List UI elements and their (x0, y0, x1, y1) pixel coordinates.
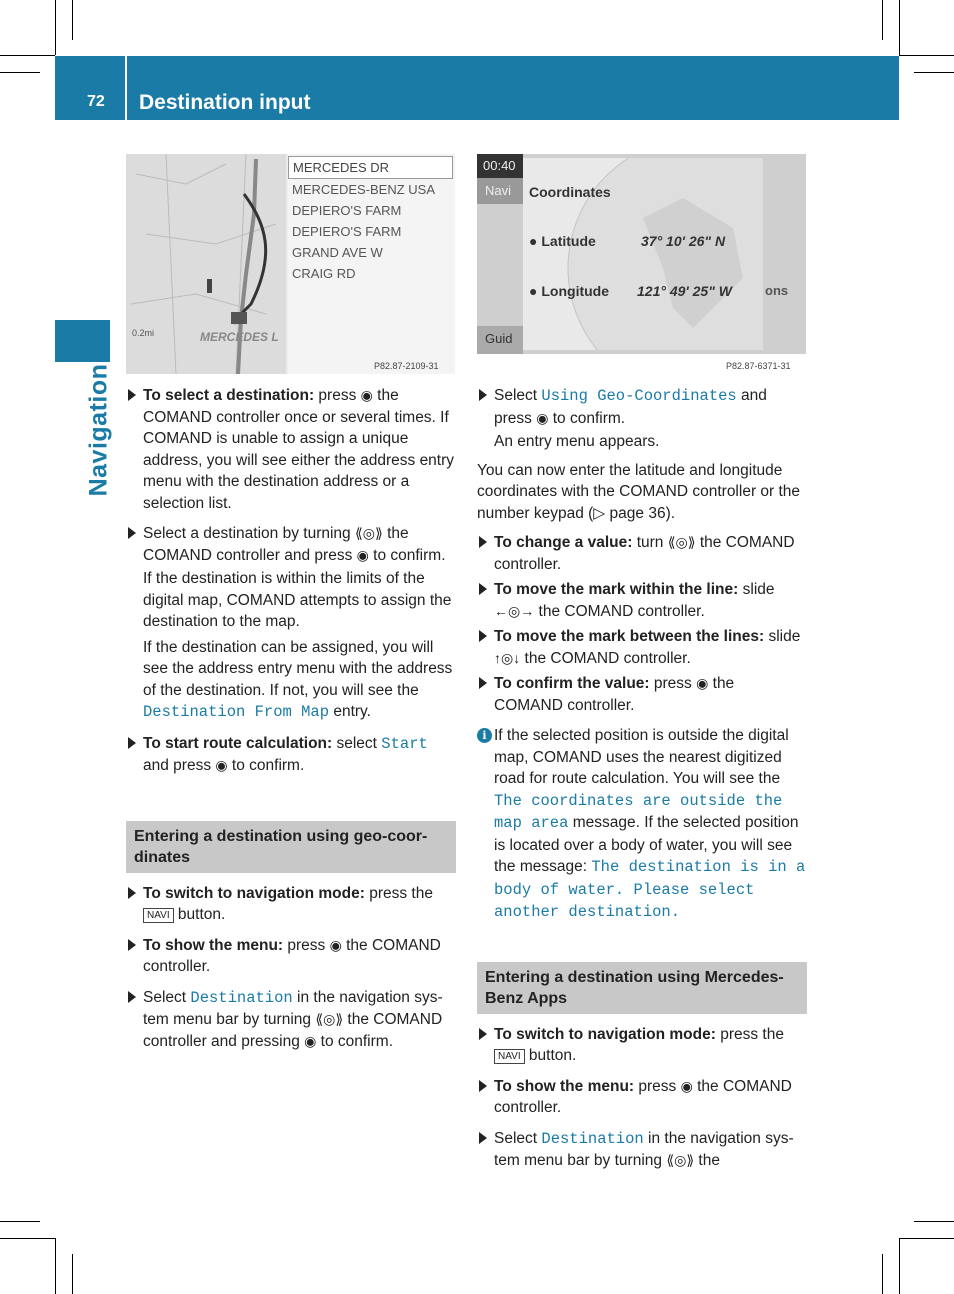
navi-tab[interactable]: Navi (477, 178, 523, 204)
text: to confirm. (548, 409, 626, 427)
bullet-arrow-icon (479, 1132, 487, 1144)
text: the COMAND controller. (494, 1077, 792, 1116)
bullet-arrow-icon (128, 991, 136, 1003)
figure-caption: P82.87-6371-31 (726, 361, 791, 371)
text: the (694, 1152, 720, 1169)
coordinates-panel (523, 158, 763, 350)
instruction-label: To show the menu: (143, 936, 284, 954)
slide-up-down-icon: ↑◎↓ (494, 649, 521, 666)
crop-mark (899, 0, 900, 55)
crop-mark (882, 1254, 883, 1294)
list-item-selected[interactable]: MERCEDES DR (288, 156, 453, 179)
subsection-heading: Entering a destination using Mercedes-Benz Apps (477, 962, 807, 1014)
text: slide (764, 628, 801, 645)
instruction-label: To confirm the value: (494, 675, 650, 692)
instruction-change-value (477, 532, 807, 575)
text: Select (494, 387, 542, 404)
instruction-select-destination (126, 385, 456, 514)
navi-button-icon: NAVI (143, 908, 174, 923)
slide-left-right-icon: ←◎→ (494, 602, 535, 619)
text: the COMAND controller and pressing (143, 1011, 443, 1050)
crop-mark (914, 1221, 954, 1222)
press-controller-icon: ◉ (680, 1077, 693, 1094)
page-header (55, 56, 899, 120)
text: Select (143, 988, 191, 1006)
status-bar: 00:40 (477, 154, 523, 178)
text: the COMAND controller. (534, 602, 705, 620)
instruction-turn-select (126, 523, 456, 566)
press-controller-icon: ◉ (536, 409, 549, 426)
bullet-arrow-icon (479, 536, 487, 548)
press-controller-icon: ◉ (304, 1032, 317, 1049)
instruction-label: To move the mark between the lines: (494, 628, 765, 645)
right-column (477, 385, 807, 1181)
instruction-select-destination-menu (477, 1128, 807, 1172)
text: button. (524, 1047, 577, 1064)
menu-entry-using-geo-coordinates: Using Geo-Coordinates (541, 387, 737, 405)
crop-mark (882, 0, 883, 40)
list-item[interactable]: DEPIERO'S FARM (292, 203, 402, 218)
instruction-label: To select a destination: (143, 387, 315, 404)
bullet-arrow-icon (128, 939, 136, 951)
text: the COMAND controller. (494, 675, 735, 714)
text: press (634, 1077, 681, 1095)
crop-mark (72, 1254, 73, 1294)
destination-list (288, 154, 455, 374)
bullet-arrow-icon (479, 1028, 487, 1040)
section-title: Destination input (139, 91, 311, 114)
menu-entry-destination: Destination (190, 988, 293, 1007)
text: press (283, 936, 330, 954)
press-controller-icon: ◉ (696, 675, 709, 691)
page-number: 72 (87, 93, 105, 110)
coordinates-screenshot (477, 154, 806, 354)
text: Select a destination by turning (143, 525, 355, 542)
text: in the navigation system menu bar by turning (143, 988, 443, 1028)
guide-tab[interactable]: Guid (477, 326, 523, 354)
text: and press (143, 757, 216, 774)
turn-controller-icon: ⟪◎⟫ (354, 525, 383, 541)
instruction-show-menu (126, 935, 456, 978)
side-text: ons (765, 283, 789, 298)
bullet-arrow-icon (128, 737, 136, 749)
text: to confirm. (368, 546, 446, 564)
text: If the selected position is outside the digital map, COMAND uses the nearest digitized road for route calculation. You will see the (494, 727, 789, 787)
text: entry. (329, 703, 371, 720)
text: the COMAND controller. (143, 936, 441, 975)
header-divider (125, 56, 127, 120)
text: in the navigation system menu bar by turning (494, 1129, 794, 1169)
body-paragraph: You can now enter the latitude and longitude coordinates with the COMAND controller or the number keypad (▷ page 36). (477, 461, 801, 522)
list-item[interactable]: GRAND AVE W (292, 245, 383, 260)
map-scale: 0.2mi (132, 328, 155, 338)
text: Select (494, 1129, 542, 1147)
crop-mark (899, 1238, 954, 1239)
coordinates-title: Coordinates (529, 184, 611, 200)
instruction-move-between-lines (477, 626, 807, 669)
bullet-arrow-icon (479, 583, 487, 595)
bullet-arrow-icon (479, 1080, 487, 1092)
longitude-label-text: Longitude (541, 283, 610, 299)
press-controller-icon: ◉ (360, 387, 373, 403)
longitude-label: ● Longitude (529, 283, 610, 299)
crop-mark (899, 1238, 900, 1294)
instruction-label: To show the menu: (494, 1077, 635, 1095)
instruction-label: To switch to navigation mode: (143, 884, 365, 902)
instruction-label: To move the mark within the line: (494, 581, 739, 598)
text: the COMAND controller once or several times. If COMAND is unable to assign a unique address, you will see either the address entry menu with the destination address or a selection list. (143, 387, 455, 512)
instruction-select-destination-menu (126, 987, 456, 1053)
latitude-label: ● Latitude (529, 233, 596, 249)
bullet-arrow-icon (128, 389, 136, 401)
press-controller-icon: ◉ (329, 936, 342, 953)
crop-mark (72, 0, 73, 40)
press-controller-icon: ◉ (215, 757, 228, 773)
text: press the (364, 884, 433, 902)
note-paragraph: If the destination is within the limits of the digital map, COMAND attempts to assign the destination to the map. (143, 570, 452, 630)
subsection-heading: Entering a destination using geo-coordinates (126, 821, 456, 873)
text: press (314, 387, 361, 404)
longitude-value[interactable]: 121° 49' 25" W (637, 283, 732, 299)
text: slide (738, 581, 775, 598)
turn-controller-icon: ⟪◎⟫ (315, 1011, 344, 1027)
bullet-arrow-icon (479, 630, 487, 642)
list-item[interactable]: MERCEDES-BENZ USA (292, 182, 436, 197)
info-note (477, 725, 807, 924)
instruction-select-geo-coordinates (477, 385, 807, 429)
text: button. (173, 906, 226, 923)
text: to confirm. (316, 1032, 394, 1050)
text: the COMAND controller and press (143, 525, 409, 564)
figure-caption: P82.87-2109-31 (374, 361, 439, 371)
text: the COMAND controller. (494, 534, 795, 573)
message-body-of-water: The destination is in a body of water. Please select another destination. (494, 858, 806, 921)
map-street-label: MERCEDES L (200, 330, 279, 344)
bullet-arrow-icon (479, 677, 487, 689)
latitude-label-text: Latitude (541, 233, 596, 249)
turn-controller-icon: ⟪◎⟫ (666, 1152, 695, 1168)
crop-mark (0, 1221, 40, 1222)
turn-controller-icon: ⟪◎⟫ (667, 534, 696, 550)
instruction-label: To start route calculation: (143, 734, 333, 752)
instruction-label: To change a value: (494, 534, 633, 551)
text: press the (715, 1025, 784, 1043)
menu-entry-destination-from-map: Destination From Map (143, 703, 330, 721)
text: turn (632, 534, 668, 551)
crop-mark (914, 72, 954, 73)
text: If the destination can be assigned, you will see the address entry menu with the address of the destination. If not, you will see the (143, 638, 453, 699)
text: press (649, 675, 697, 692)
message-outside-map-area: The coordinates are outside the map area (494, 791, 783, 832)
crop-mark (55, 0, 56, 55)
side-section-label: Navigation (84, 363, 113, 497)
info-icon: i (477, 728, 492, 743)
instruction-confirm-value (477, 673, 807, 716)
press-controller-icon: ◉ (356, 546, 369, 563)
text: select (332, 734, 382, 752)
crop-mark (899, 55, 954, 56)
crop-mark (0, 55, 55, 56)
note-paragraph: An entry menu appears. (494, 433, 660, 450)
side-tab (55, 320, 110, 362)
crop-mark (55, 1238, 56, 1294)
instruction-show-menu (477, 1076, 807, 1119)
instruction-move-within-line (477, 579, 807, 622)
bullet-arrow-icon (128, 887, 136, 899)
menu-entry-destination: Destination (541, 1129, 644, 1148)
latitude-value[interactable]: 37° 10' 26" N (641, 233, 726, 249)
instruction-switch-nav-mode (477, 1024, 807, 1067)
instruction-label: To switch to navigation mode: (494, 1025, 716, 1043)
map-screenshot (126, 154, 455, 374)
crop-mark (0, 1238, 55, 1239)
bullet-arrow-icon (479, 389, 487, 401)
note-paragraph (126, 637, 456, 724)
list-item[interactable]: DEPIERO'S FARM (292, 224, 402, 239)
text: to confirm. (227, 757, 305, 774)
crop-mark (0, 72, 40, 73)
text: and press (494, 387, 767, 427)
menu-entry-start: Start (381, 734, 428, 753)
text: message. If the selected position is located over a body of water, you will see the message: (494, 814, 799, 875)
instruction-start-route (126, 733, 456, 777)
instruction-switch-nav-mode (126, 883, 456, 926)
left-column (126, 385, 456, 1061)
list-item[interactable]: CRAIG RD (292, 266, 356, 281)
bullet-arrow-icon (128, 527, 136, 539)
text: the COMAND controller. (520, 649, 691, 667)
navi-button-icon: NAVI (494, 1049, 525, 1064)
